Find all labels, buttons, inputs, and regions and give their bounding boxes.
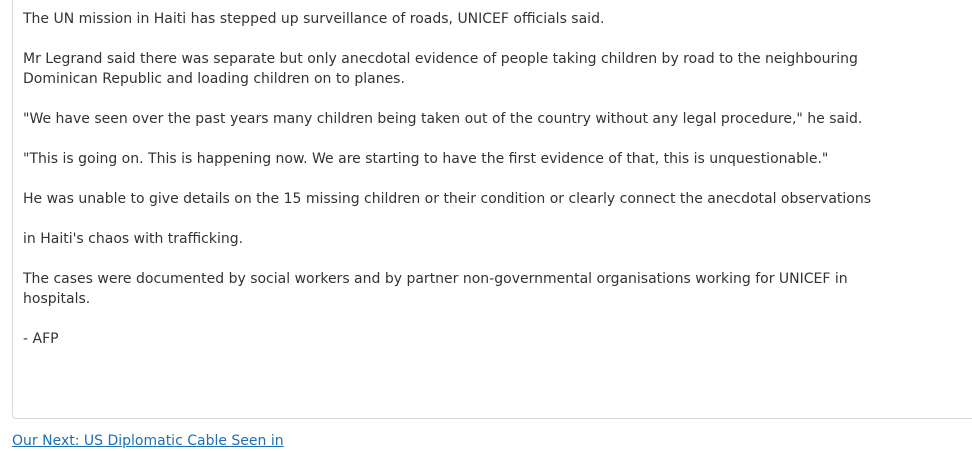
- article-paragraph: The UN mission in Haiti has stepped up surveillance of roads, UNICEF officials said.: [23, 11, 605, 27]
- article-paragraph: "This is going on. This is happening now. We are starting to have the first evidence of that, this is unquestionable.": [23, 151, 829, 167]
- article-paragraph: Mr Legrand said there was separate but only anecdotal evidence of people taking children by road to the neighbouring Dominican Republic and loading children on to planes.: [23, 51, 858, 87]
- article-paragraph: in Haiti's chaos with trafficking.: [23, 231, 244, 247]
- article-paragraph: The cases were documented by social workers and by partner non-governmental organisations working for UNICEF in hospitals.: [23, 271, 848, 307]
- article-body: [23, 9, 903, 369]
- next-article-link[interactable]: Our Next: US Diplomatic Cable Seen in: [12, 433, 284, 449]
- article-paragraph: He was unable to give details on the 15 missing children or their condition or clearly connect the anecdotal observations: [23, 191, 872, 207]
- article-paragraph: "We have seen over the past years many children being taken out of the country without any legal procedure," he said.: [23, 111, 863, 127]
- article-source: - AFP: [23, 331, 59, 347]
